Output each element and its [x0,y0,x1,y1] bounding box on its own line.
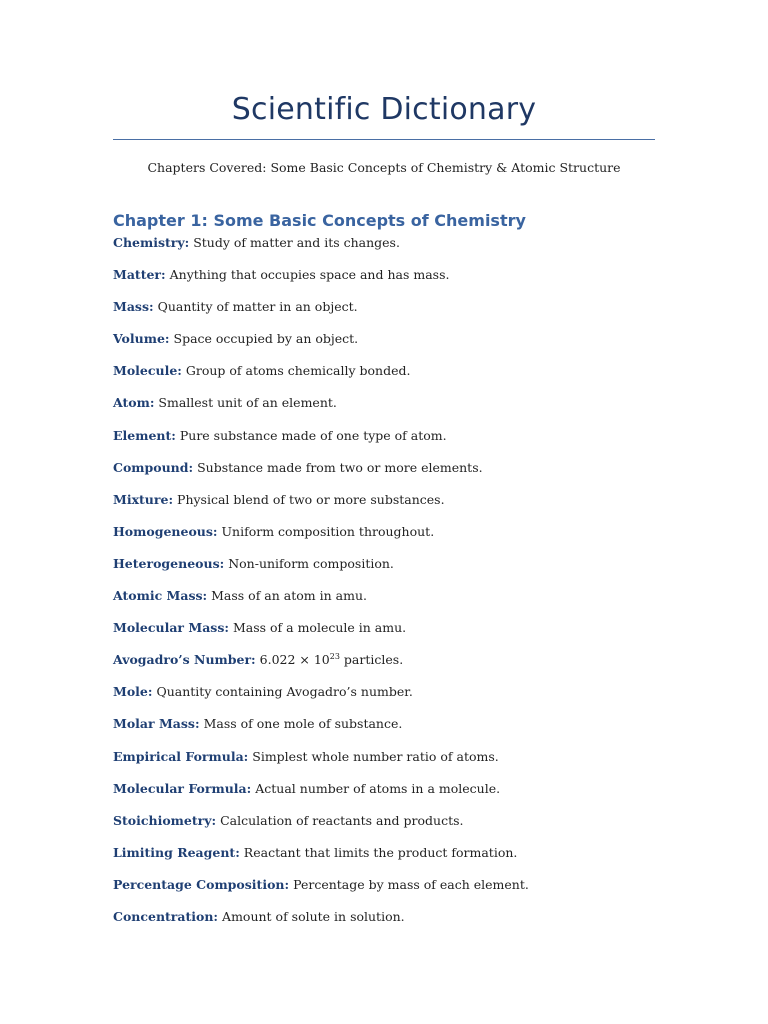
entry-definition: Calculation of reactants and products. [216,812,464,828]
glossary-entry [113,395,673,427]
glossary-entry [113,492,673,524]
entry-definition: Simplest whole number ratio of atoms. [248,748,499,764]
entry-term: Atomic Mass: [113,588,208,604]
glossary-entry [113,331,673,363]
entry-term: Molecular Mass: [113,620,229,636]
document-title: Scientific Dictionary [231,92,537,127]
entry-term: Element: [113,427,176,443]
entry-definition: Physical blend of two or more substances. [173,491,445,507]
entry-definition: Group of atoms chemically bonded. [181,363,411,379]
entry-definition-tail: particles. [339,652,404,668]
glossary-entry [113,524,673,556]
chapters-covered: Chapters Covered: Some Basic Concepts of Chemistry & Atomic Structure [147,160,621,175]
entry-term: Heterogeneous: [113,555,225,571]
entry-definition: Reactant that limits the product formation. [239,844,518,860]
entry-definition: Anything that occupies space and has mass. [165,267,450,283]
glossary-entry [113,299,673,331]
glossary-entry [113,749,673,781]
entry-term: Compound: [113,459,194,475]
glossary-entry [113,909,673,941]
entry-exponent: 23 [329,652,340,662]
glossary-entry [113,781,673,813]
entry-definition: Study of matter and its changes. [189,235,400,250]
glossary-entry [113,716,673,748]
entry-definition: Mass of one mole of substance. [199,716,403,732]
glossary-entry [113,877,673,909]
entry-term: Stoichiometry: [113,812,217,828]
entry-term: Limiting Reagent: [113,844,240,860]
glossary-list [113,235,673,941]
glossary-entry [113,845,673,877]
entry-definition: 6.022 × 10 [255,652,330,668]
glossary-entry [113,684,673,716]
entry-term: Homogeneous: [113,523,218,539]
entry-term: Percentage Composition: [113,876,290,892]
entry-definition: Actual number of atoms in a molecule. [251,780,501,796]
glossary-entry [113,813,673,845]
glossary-entry [113,235,673,267]
entry-term: Mole: [113,684,153,700]
entry-definition: Quantity containing Avogadro’s number. [152,684,413,700]
entry-term: Molecular Formula: [113,780,252,796]
entry-definition: Substance made from two or more elements. [193,459,483,475]
entry-definition: Quantity of matter in an object. [153,299,358,315]
entry-term: Mass: [113,299,154,315]
entry-definition: Pure substance made of one type of atom. [175,427,447,443]
entry-term: Avogadro’s Number: [113,652,256,668]
entry-term: Atom: [113,395,155,411]
entry-definition: Mass of a molecule in amu. [229,620,407,636]
entry-definition: Mass of an atom in amu. [207,588,367,604]
glossary-entry [113,556,673,588]
entry-term: Empirical Formula: [113,748,249,764]
entry-definition: Uniform composition throughout. [217,523,435,539]
entry-definition: Non-uniform composition. [224,555,394,571]
entry-term: Volume: [113,331,170,347]
title-underline [113,139,655,140]
entry-term: Matter: [113,267,166,283]
glossary-entry [113,460,673,492]
entry-term: Molar Mass: [113,716,200,732]
glossary-entry [113,620,673,652]
glossary-entry [113,588,673,620]
entry-term: Concentration: [113,908,219,924]
entry-definition: Percentage by mass of each element. [289,876,529,892]
glossary-entry [113,428,673,460]
glossary-entry [113,363,673,395]
glossary-entry [113,267,673,299]
chapter-heading: Chapter 1: Some Basic Concepts of Chemistry [113,211,526,230]
entry-definition: Space occupied by an object. [169,331,359,347]
entry-term: Molecule: [113,363,182,379]
entry-term: Chemistry: [113,235,190,250]
entry-term: Mixture: [113,491,174,507]
entry-definition: Smallest unit of an element. [154,395,337,411]
glossary-entry [113,652,673,684]
entry-definition: Amount of solute in solution. [218,908,405,924]
